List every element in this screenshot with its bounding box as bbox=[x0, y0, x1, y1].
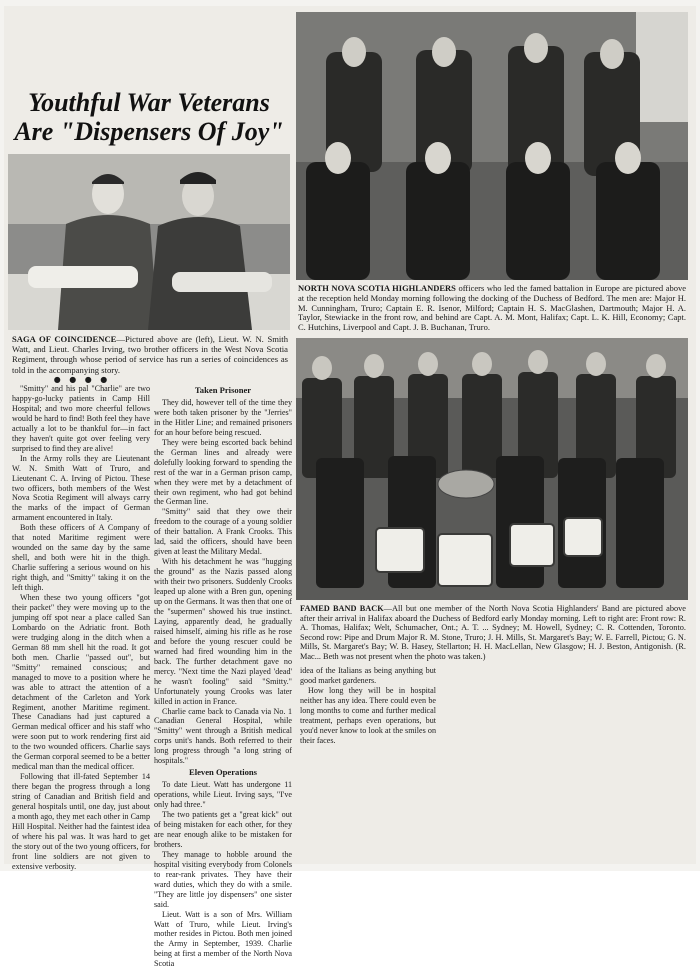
column-2-paragraph: The two patients get a "great kick" out of being mistaken for each other, for they are near enough alike to be mistaken for brothers. bbox=[154, 810, 292, 849]
column-2-paragraph: To date Lieut. Watt has undergone 11 operations, while Lieut. Irving says, "I've only had three." bbox=[154, 780, 292, 810]
headline-line-1: Youthful War Veterans bbox=[28, 88, 270, 117]
caption-saga-text: —Pictured above are (left), Lieut. W. N. Smith Watt, and Lieut. Charles Irving, two brother officers in the West Nova Scotia Regiment, through whose period of service has run a series of coincidences as told in the accompanying story. bbox=[12, 334, 288, 375]
column-2-paragraph: With his detachment he was "hugging the ground" as the Nazis passed along with their two prisoners. Suddenly Crooks leaped up alone with a Bren gun, opening up on the Germans. It was then that one of the "supermen" showed his true instinct. Laying, apparently dead, he gradually raised himself, aiming his rifle as he rose and before the young rescuer could be warned had fired wounding him in the back. The further detachment gave no mercy. "Next time the Nazi played 'dead' he wasn't fooling" said "Smitty." Unfortunately young Crooks was later killed in action in France. bbox=[154, 557, 292, 706]
caption-highlanders-text: officers who led the famed battalion in Europe are pictured above at the reception held Monday morning following the docking of the Duchess of Bedford. The men are: Major H. M. Cunningham, Truro; Captain E. R. Isenor, Milford; Captain H. S. MacGlashen, Dartmouth; Major H. A. Taylor, Stewiacke in the front row, and behind are Capt. A. M. Mont, Halifax; Capt. L. K. Hill, Economy; Capt. C. Hutchins, Liverpool and Capt. J. B. Buchanan, Truro. bbox=[298, 283, 686, 333]
headline bbox=[8, 88, 290, 146]
photo-two-officers bbox=[8, 154, 290, 330]
subhead-taken-prisoner: Taken Prisoner bbox=[194, 385, 252, 395]
caption-highlanders bbox=[298, 284, 686, 333]
photo-highlander-officers bbox=[296, 12, 688, 280]
photo-pipe-band bbox=[296, 338, 688, 600]
photo-highlander-officers-image bbox=[296, 12, 688, 280]
caption-band-text: —All but one member of the North Nova Scotia Highlanders' Band are pictured above after their arrival in Halifax aboard the Duchess of Bedford early Monday morning. Left to right are: Front row: R. A. Thomas, Halifax; Welt, Schumacher, Ont.; A. T. ... Sydney; M. Howell, Sydney; C. R. Cottenden, Toronto. Second row: Pipe and Drum Major R. M. Stone, Truro; J. H. Mills, St. Margaret's Bay; W. E. Farrell, Pictou; G. N. Mills, St. Margaret's Bay; W. B. Hasey, Stellarton; H. H. MacLellan, New Glasgow; H. J. Beston, Antigonish. (R. Mac... Beth was not present when the photo was taken.) bbox=[300, 604, 686, 661]
column-1-paragraph: When these two young officers "got their packet" they were moving up to the jumping off spot near a place called San Lombardo on the Adriatic front. Both were trudging along in the ditch when a German 88 mm shell hit the road. It got both men. Charlie "passed out", but "Smitty" remained conscious; and managed to move to a position where he was able to attract the attention of a detachment of the Carleton and York Regiment, another Maritime regiment. These Canadians had just captured a German medical officer and his staff who were soon put to work rendering first aid to the two wounded officers. Charlie says the German corporal seemed to be a better medical man than the medical officer. bbox=[12, 593, 150, 772]
column-3-paragraph: How long they will be in hospital neither has any idea. There could even be long months to come and further medical treatment, perhaps even operations, but you'd never know to look at the smiles on their faces. bbox=[300, 685, 436, 745]
column-2-paragraph: Charlie came back to Canada via No. 1 Canadian General Hospital, while "Smitty" went through a British medical corps unit's hands. Both referred to their long progress through "a long string of hospitals." bbox=[154, 706, 292, 766]
column-2-paragraph: They were being escorted back behind the German lines and already were dolefully looking forward to spending the rest of the war in a German prison camp, when they were met by a detachment of their own regiment, who had got behind the German line. bbox=[154, 437, 292, 507]
caption-saga bbox=[12, 334, 288, 375]
column-2-paragraph: Lieut. Watt is a son of Mrs. William Watt of Truro, while Lieut. Irving's mother resides in Pictou. Both men joined the Army in September, 1939. Charlie being at first a member of the North Nova Scotia bbox=[154, 909, 292, 969]
section-dots: ● ● ● ● bbox=[53, 375, 111, 384]
column-2-paragraph: "Smitty" said that they owe their freedom to the courage of a young soldier of their battalion. A Frank Crooks. This lad, said the officers, should have been given at least the Military Medal. bbox=[154, 507, 292, 557]
column-1-paragraph: "Smitty" and his pal "Charlie" are two happy-go-lucky patients in Camp Hill Hospital; and two more cheerful fellows would be hard to find! Both feel they have actually a lot to be thankful for—in fact they haven't quite got over feeling very surprised to find they are alive! bbox=[12, 384, 150, 453]
photo-pipe-band-image bbox=[296, 338, 688, 600]
column-1-paragraph: Following that ill-fated September 14 there began the progress through a long string of Canadian and British field and general hospitals until, one day, just about a month ago, they met each other in Camp Hill Hospital. Neither had the faintest idea of where his pal was. It was hard to get the story out of the two young officers, for front line soldiers are not given to extensive verbosity. bbox=[12, 772, 150, 871]
caption-highlanders-lead: NORTH NOVA SCOTIA HIGHLANDERS bbox=[298, 283, 456, 293]
caption-band-lead: FAMED BAND BACK bbox=[300, 604, 384, 613]
column-3 bbox=[300, 666, 436, 746]
photo-two-officers-image bbox=[8, 154, 290, 330]
column-3-paragraph: idea of the Italians as being anything but good market gardeners. bbox=[300, 666, 436, 685]
column-1-paragraph: Both these officers of A Company of that noted Maritime regiment were wounded on the same day by the same shell, and both were hit in the thigh. Charlie suffering a serious wound on his right thigh, and "Smitty" taking it on the left thigh. bbox=[12, 523, 150, 593]
column-2-paragraph: They did, however tell of the time they were both taken prisoner by the "Jerries" in the Hitler Line; and remained prisoners for an hour before being rescued. bbox=[154, 397, 292, 437]
column-2 bbox=[154, 384, 292, 969]
caption-saga-lead: SAGA OF COINCIDENCE bbox=[12, 334, 117, 344]
subhead-eleven-operations: Eleven Operations bbox=[188, 767, 258, 778]
column-2-paragraph: They manage to hobble around the hospital visiting everybody from Colonels to rear-rank privates. They have their ward duties, which they do with a smile. "They are little joy dispensers" one sister said. bbox=[154, 849, 292, 909]
column-1 bbox=[12, 384, 150, 872]
column-1-paragraph: In the Army rolls they are Lieutenant W. N. Smith Watt of Truro, and Lieutenant C. A. Irving of Pictou. These two officers, both members of the West Nova Scotia Regiment will always carry the marks of the impact of German armament encountered in Italy. bbox=[12, 453, 150, 523]
headline-line-2: Are "Dispensers Of Joy" bbox=[14, 117, 284, 146]
caption-band bbox=[300, 604, 686, 662]
